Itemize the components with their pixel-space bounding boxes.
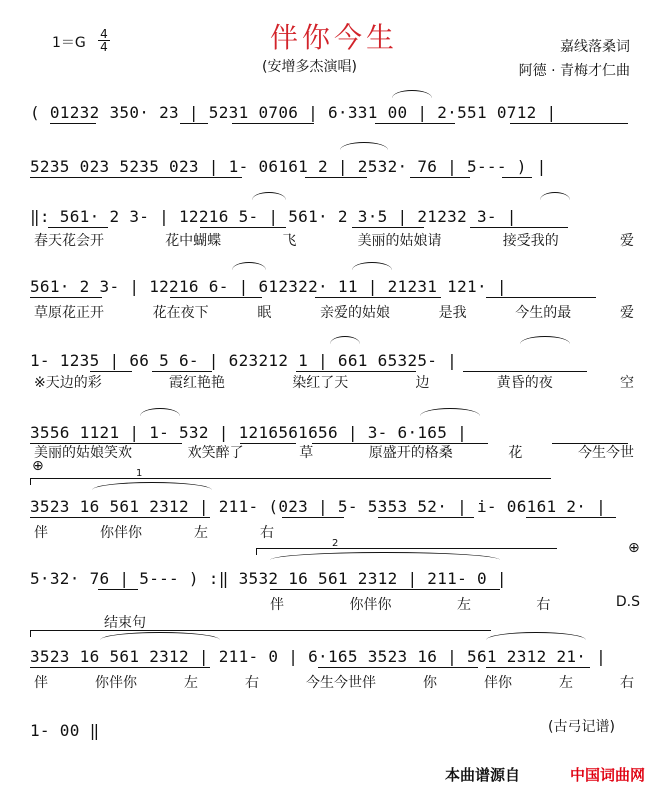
lyrics-line [270, 594, 640, 614]
song-subtitle: (安增多杰演唱) [262, 59, 357, 75]
lyric-word: 右 [260, 525, 274, 541]
lyric-word: 空 [619, 375, 634, 391]
lyric-word: 你伴你 [100, 525, 142, 541]
lyric-word: 霞红艳艳 [168, 375, 225, 391]
ending-1-label: 1 [136, 468, 143, 479]
footer-source-prefix: 本曲谱源自 [445, 766, 521, 784]
score-row-4 [30, 266, 640, 296]
lyrics-line [34, 372, 634, 392]
lyric-word: 伴 [34, 525, 48, 541]
score-row-1 [30, 92, 640, 122]
notation-line: 5·32· 76 | 5--- ) :‖ 3532 16 561 2312 | 211- 0 | [30, 569, 507, 588]
lyric-word: 春天花会开 [34, 233, 104, 249]
lyrics-line [34, 442, 634, 462]
score-row-3 [30, 196, 640, 226]
ending-phrase-label: 结束句 [104, 615, 146, 631]
lyric-word: 左 [456, 597, 471, 613]
lyrics-line [34, 522, 274, 542]
lyric-word: 今生今世伴 [306, 675, 376, 691]
coda-sign-icon: ⊕ [628, 540, 640, 556]
transcriber-credit: (古弓记谱) [548, 719, 615, 735]
notation-line: 5235 023 5235 023 | 1- 06161 2 | 2532· 76 | 5--- ) | [30, 157, 547, 176]
lyric-word: 今生的最 [515, 305, 572, 321]
time-signature [98, 28, 110, 53]
key-signature: 1＝G [52, 35, 86, 51]
score-row-10 [30, 710, 150, 740]
score-row-9 [30, 636, 640, 666]
time-signature-numerator: 4 [98, 28, 110, 41]
notation-line: 3523 16 561 2312 | 211- 0 | 6·165 3523 16 | 561 2312 21· | [30, 647, 607, 666]
composer-credit: 阿德 · 青梅才仁曲 [518, 63, 630, 79]
lyric-word: 爱 [619, 305, 634, 321]
lyric-word: 美丽的姑娘请 [357, 233, 442, 249]
lyric-word: D.S [615, 594, 640, 610]
score-row-8 [30, 558, 640, 588]
lyric-word: 伴你 [484, 675, 512, 691]
lyric-word: 花 [508, 445, 523, 461]
lyric-word: 亲爱的姑娘 [319, 305, 390, 321]
lyricist-credit: 嘉线落桑词 [560, 39, 630, 55]
lyric-word: 黄昏的夜 [496, 375, 553, 391]
lyric-word: 接受我的 [502, 233, 559, 249]
ending-2-label: 2 [332, 538, 339, 549]
lyric-word: 右 [536, 597, 551, 613]
lyric-word: 右 [620, 675, 634, 691]
notation-line: 3523 16 561 2312 | 211- (023 | 5- 5353 52· | i- 06161 2· | [30, 497, 607, 516]
lyric-word: 花在夜下 [152, 305, 209, 321]
lyric-word: 是我 [438, 305, 467, 321]
score-row-5 [30, 340, 640, 370]
lyric-word: 爱 [619, 233, 634, 249]
footer-site-name: 中国词曲网 [570, 766, 646, 784]
time-signature-denominator: 4 [100, 40, 108, 54]
lyric-word: 你伴你 [349, 597, 392, 613]
lyric-word: 你伴你 [95, 675, 137, 691]
lyric-word: 眠 [257, 305, 272, 321]
coda-sign-icon: ⊕ [32, 458, 44, 474]
lyric-word: 左 [194, 525, 208, 541]
lyric-word: 美丽的姑娘笑欢 [34, 445, 132, 461]
lyric-word: 草 [299, 445, 314, 461]
notation-line: ‖: 561· 2 3- | 12216 5- | 561· 2 3·5 | 21232 3- | [30, 207, 517, 226]
lyrics-line [34, 230, 634, 250]
song-title: 伴你今生 [269, 21, 398, 54]
notation-line: 3556 1121 | 1- 532 | 1216561656 | 3- 6·165 | [30, 423, 468, 442]
lyric-word: 你 [423, 675, 437, 691]
lyric-word: 左 [559, 675, 573, 691]
notation-line: 561· 2 3- | 12216 6- | 612322· 11 | 21231 121· | [30, 277, 507, 296]
lyric-word: 花中蝴蝶 [165, 233, 222, 249]
score-row-7 [30, 486, 640, 516]
lyric-word: 今生今世 [577, 445, 634, 461]
lyric-word: 飞 [282, 233, 297, 249]
lyric-word: 草原花正开 [34, 305, 104, 321]
lyric-word: 伴 [270, 597, 284, 613]
notation-line: 1- 00 ‖ [30, 721, 100, 740]
lyric-word: 原盛开的格桑 [368, 445, 453, 461]
score-row-2 [30, 146, 640, 176]
notation-line: ( 01232 350· 23 | 5231 0706 | 6·331 00 | 2·551 0712 | [30, 103, 557, 122]
lyric-word: ※天边的彩 [34, 375, 102, 391]
notation-line: 1- 1235 | 66 5 6- | 623212 1 | 661 65325- | [30, 351, 458, 370]
lyrics-line [34, 302, 634, 322]
score-row-6 [30, 412, 640, 442]
lyric-word: 边 [415, 375, 430, 391]
lyric-word: 伴 [34, 675, 48, 691]
lyric-word: 欢笑醉了 [187, 445, 244, 461]
lyric-word: 右 [245, 675, 259, 691]
lyric-word: 左 [184, 675, 198, 691]
lyrics-line [34, 672, 634, 692]
lyric-word: 染红了天 [292, 375, 349, 391]
